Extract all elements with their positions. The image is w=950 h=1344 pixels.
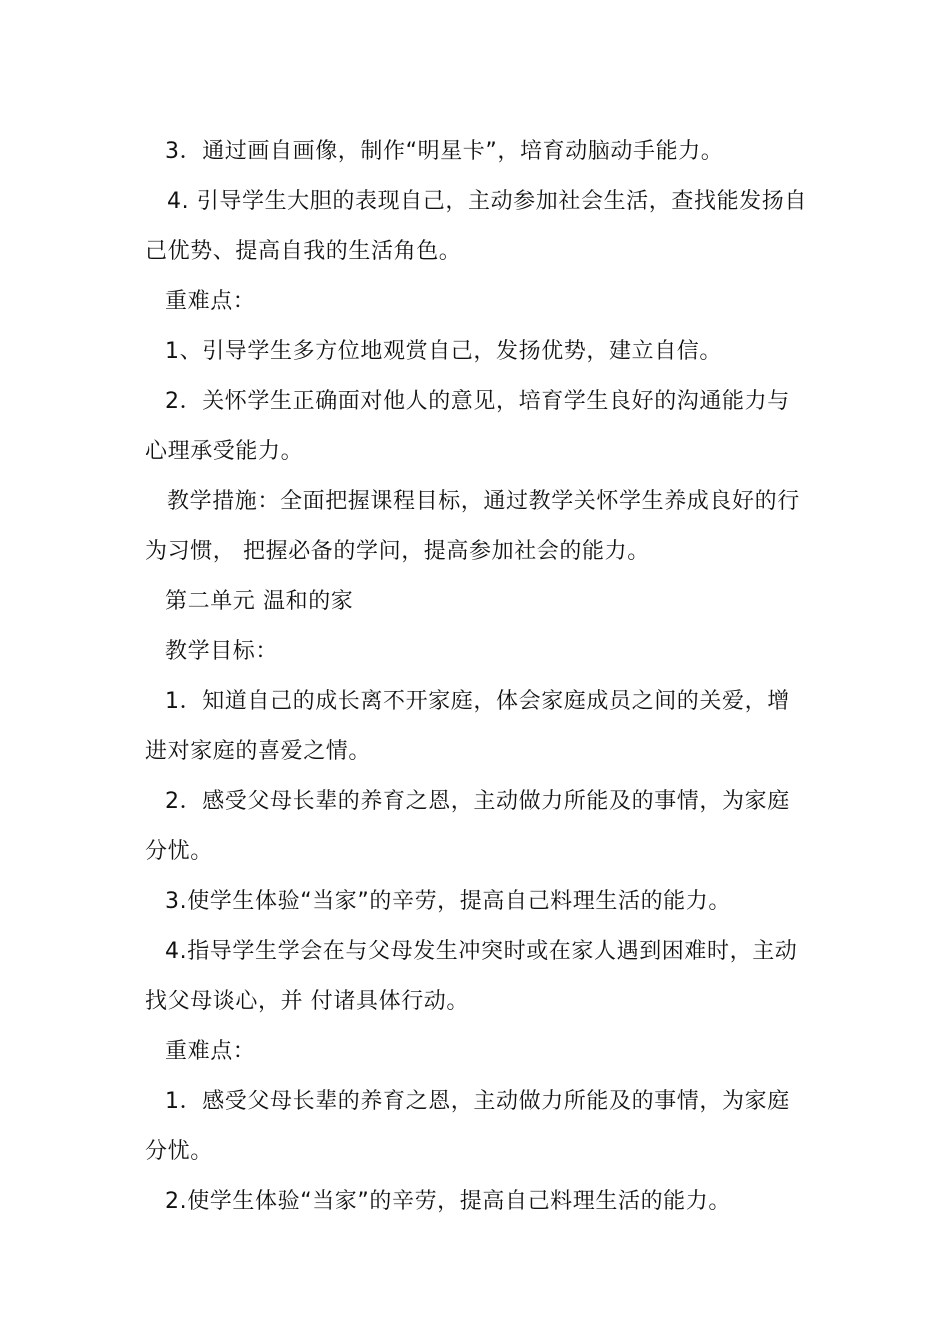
paragraph: 4. 引导学生大胆的表现自己，主动参加社会生活，查找能发扬自己优势、提高自我的生活角色。: [145, 189, 807, 264]
paragraph: 1．知道自己的成长离不开家庭，体会家庭成员之间的关爱，增进对家庭的喜爱之情。: [145, 689, 790, 764]
paragraph: 1、引导学生多方位地观赏自己，发扬优势，建立自信。: [165, 339, 722, 364]
paragraph: 4.指导学生学会在与父母发生冲突时或在家人遇到困难时，主动找父母谈心，并 付诸具体行动。: [145, 939, 798, 1014]
paragraph: 1．感受父母长辈的养育之恩，主动做力所能及的事情，为家庭分忧。: [145, 1089, 790, 1164]
paragraph: 2.使学生体验“当家”的辛劳，提高自己料理生活的能力。: [165, 1189, 731, 1214]
paragraph-heading: 重难点：: [165, 289, 256, 314]
paragraph: 3．通过画自画像，制作“明星卡”，培育动脑动手能力。: [165, 139, 724, 164]
paragraph: 教学措施：全面把握课程目标，通过教学关怀学生养成良好的行为习惯， 把握必备的学问，提高参加社会的能力。: [145, 489, 800, 564]
paragraph-heading: 教学目标：: [165, 639, 279, 664]
paragraph-heading: 重难点：: [165, 1039, 256, 1064]
paragraph: 2．关怀学生正确面对他人的意见，培育学生良好的沟通能力与心理承受能力。: [145, 389, 790, 464]
paragraph: 3.使学生体验“当家”的辛劳，提高自己料理生活的能力。: [165, 889, 731, 914]
section-title: 第二单元 温和的家: [165, 589, 354, 614]
paragraph: 2．感受父母长辈的养育之恩，主动做力所能及的事情，为家庭分忧。: [145, 789, 790, 864]
document-body: [145, 127, 810, 1227]
